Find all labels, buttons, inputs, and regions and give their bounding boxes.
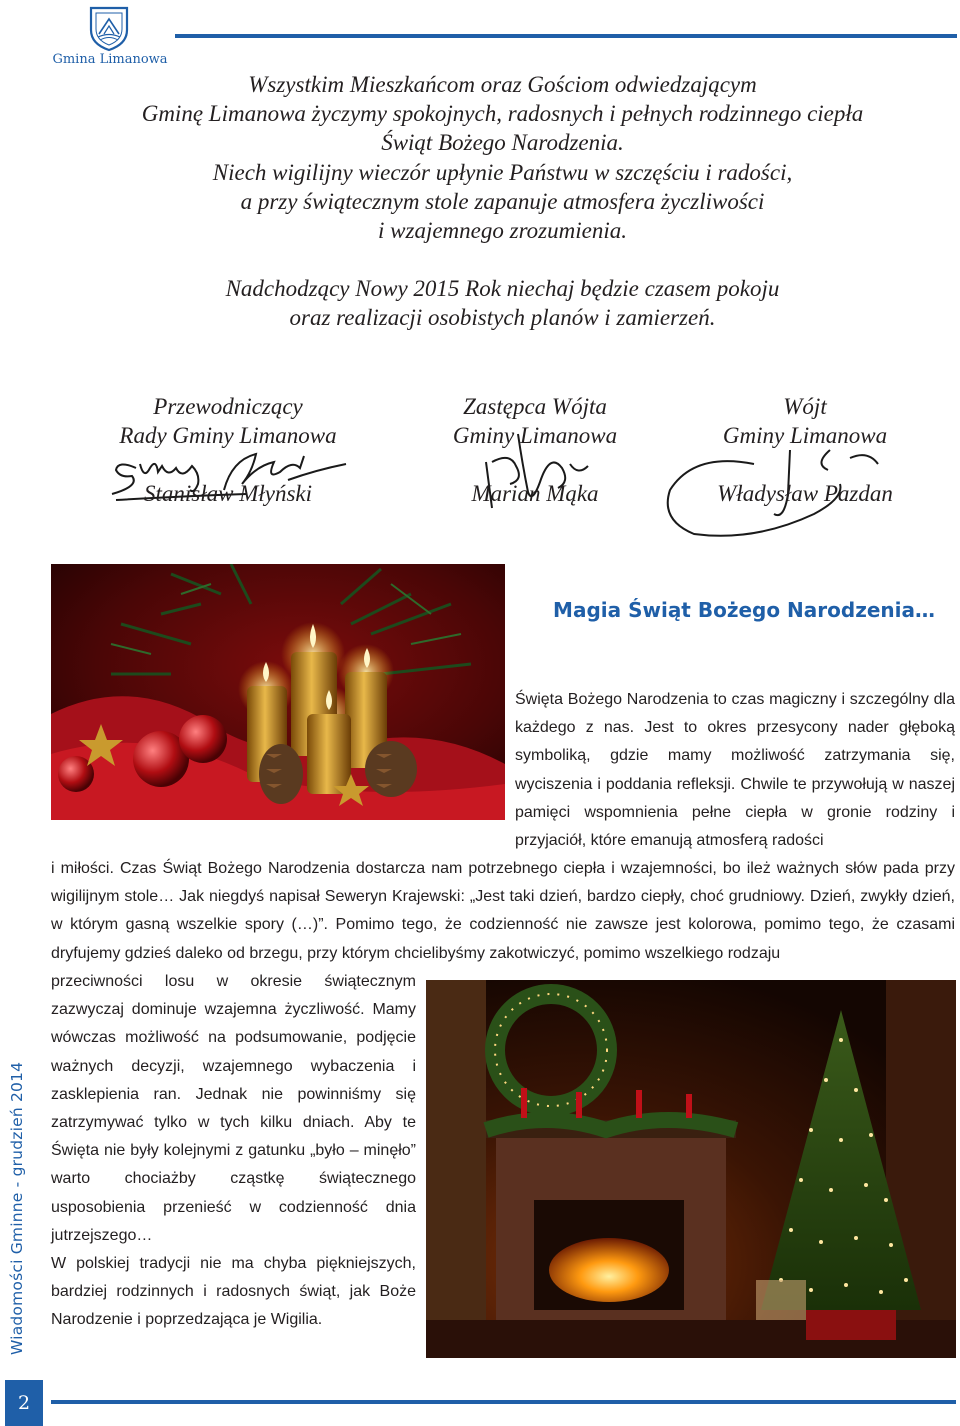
article-text: W polskiej tradycji nie ma chyba piękniejszych, bardziej rodzinnych i radosnych świąt, jak Boże Narodzenie i poprzedzająca je Wigilia. [51, 1255, 416, 1329]
new-year-line: oraz realizacji osobistych planów i zamierzeń. [289, 305, 716, 331]
article-text: i miłości. Czas Świąt Bożego Narodzenia dostarcza nam potrzebnego ciepła i wzajemności, bo ileż ważnych słów pada przy wigilijnym stole… Jak niegdyś napisał Seweryn Krajewski: „Jest taki dzień, bardzo ciepły, choć grudniowy. Dzień, zwykły dzień, w którym gasną wszelkie spory (…)”. Pomimo tego, że codzienność nie zawsze jest kolorowa, pomimo tego, że czasami dryfujemy gdzieś daleko od brzegu, przy którym chcielibyśmy zakotwiczyć, pomimo wszelkiego rodzaju [51, 860, 955, 962]
signatory-name: Władysław Pazdan [717, 481, 893, 506]
logo-label: Gmina Limanowa [52, 52, 168, 67]
new-year-line: Nadchodzący Nowy 2015 Rok niechaj będzie czasem pokoju [225, 276, 780, 302]
gmina-logo [50, 4, 170, 68]
holiday-greeting [60, 70, 945, 333]
article-paragraph [51, 968, 416, 1335]
coat-of-arms-icon [88, 4, 130, 52]
greeting-line: Gminę Limanowa życzymy spokojnych, radosnych i pełnych rodzinnego ciepła [141, 101, 864, 127]
page-number: 2 [5, 1380, 43, 1426]
signature-block-deputy [420, 392, 650, 508]
article-title: Magia Świąt Bożego Narodzenia… [553, 598, 935, 622]
signatory-unit: Rady Gminy Limanowa [119, 423, 337, 448]
christmas-fireplace-photo [426, 980, 956, 1358]
signature-block-mayor [670, 392, 940, 508]
signatory-unit: Gminy Limanowa [722, 423, 888, 448]
signatory-name: Stanisław Młyński [143, 481, 313, 506]
signatory-role: Przewodniczący [153, 394, 303, 419]
greeting-line: i wzajemnego zrozumienia. [378, 218, 627, 244]
signatory-unit: Gminy Limanowa [452, 423, 618, 448]
article-paragraph [51, 855, 955, 968]
greeting-line: Świąt Bożego Narodzenia. [381, 130, 624, 156]
footer-divider [51, 1400, 956, 1404]
article-text: Święta Bożego Narodzenia to czas magiczny i szczególny dla każdego z nas. Jest to okres przesycony nader głęboką symboliką, gdzie mamy możliwość zatrzymania się, wyciszenia i poddania refleksji. Chwile te przywołują w naszej pamięci wspomnienia pełne ciepła w gronie rodziny i przyjaciół, które emanują atmosferą radości [515, 691, 955, 850]
greeting-line: a przy świątecznym stole zapanuje atmosfera życzliwości [240, 188, 765, 214]
header-divider [175, 34, 957, 38]
greeting-line: Niech wigilijny wieczór upłynie Państwu w szczęściu i radości, [212, 159, 793, 185]
article-text: przeciwności losu w okresie świątecznym zazwyczaj dominuje wzajemna życzliwość. Mamy wówczas możliwość na podsumowanie, podjęcie ważnych decyzji, wzajemnego wybaczenia i zasklepienia ran. Jednak nie powinniśmy się zatrzymywać tylko w tych kilku dniach. Aby te Święta nie były kolejnymi z gatunku „było – minęło” warto chociażby cząstkę świątecznego usposobienia przenieść w codzienność dnia jutrzejszego… [51, 973, 416, 1244]
signatory-name: Marian Mąka [471, 481, 599, 506]
article-paragraph [515, 686, 955, 855]
signatory-role: Zastępca Wójta [463, 394, 607, 419]
signatory-role: Wójt [783, 394, 827, 419]
greeting-line: Wszystkim Mieszkańcom oraz Gościom odwiedzającym [248, 72, 757, 97]
newsletter-issue-label: Wiadomości Gminne - grudzień 2014 [8, 1061, 26, 1355]
signature-block-chairman [88, 392, 368, 508]
christmas-candles-photo [51, 564, 505, 820]
